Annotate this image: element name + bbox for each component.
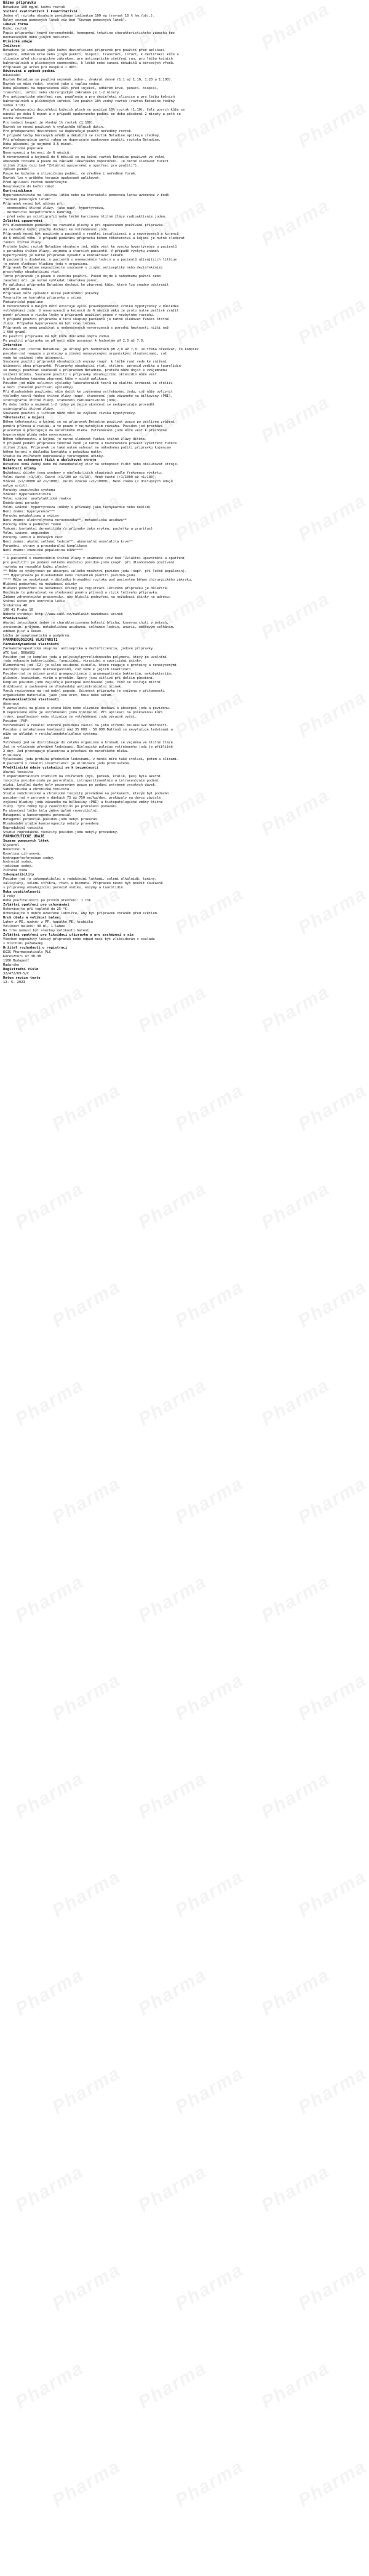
watermark-text	[299, 1874, 366, 1915]
paragraph: 3 roky Doba použitelnosti po prvním otevření: 1 rok	[3, 895, 91, 903]
watermark-text	[53, 2070, 120, 2112]
watermark-text	[262, 1186, 329, 1227]
watermark-text	[16, 1775, 83, 1817]
watermark-text	[53, 2267, 120, 2308]
section-heading: Zvláštní opatření pro uchovávání	[3, 903, 69, 907]
watermark-text	[176, 2070, 243, 2112]
watermark-text	[16, 1579, 83, 1620]
watermark-text	[176, 1284, 243, 1325]
paragraph: EGIS Pharmaceuticals PLC Keresztúri út 30-38 1106 Budapešť Maďarsko	[3, 950, 51, 967]
watermark-text	[299, 2464, 366, 2505]
watermark-text	[299, 2070, 366, 2112]
watermark-text	[139, 2365, 206, 2406]
watermark-text	[139, 2169, 206, 2210]
watermark-text	[16, 1382, 83, 1423]
paragraph: Jod Vstřebaný jod se distribuuje do celého organismu a hromadí se zejména ve štítné žláze. Jod je vylučován převážně ledvinami. Biologický poločas vstřebaného jodu je přibližně 2 dny. Jod prostupuje placentou a přechází do mateřského mléka.	[3, 736, 175, 753]
section-heading: Registrační číslo	[3, 967, 39, 971]
watermark-text	[16, 2169, 83, 2210]
paragraph: Eliminace Vylučování jodu probíhá především ledvinami, v menší míře také stolicí, potem a slinami. U pacientů s renální insuficiencí je eliminace jodu prodloužena.	[3, 753, 179, 766]
paragraph: Jeden ml roztoku obsahuje povidonum iodinatum 100 mg (rovnat 10 % hm./obj.). Úplný seznam pomocných látek viz bod "Seznam pomocných látek".	[3, 14, 155, 22]
watermark-text	[139, 1972, 206, 2013]
watermark-text	[262, 1579, 329, 1620]
watermark-text	[53, 1284, 120, 1325]
paragraph: Poruchy imunitního systému Vzácné: hypersenzitivita Velmi vzácné: anafylaktická reakce	[3, 488, 71, 501]
section-heading: Léková forma	[3, 22, 28, 26]
watermark-text	[299, 1677, 366, 1718]
paragraph: Hlášení podezření na nežádoucí účinky Hlášení podezření na nežádoucí účinky po registraci léčivého přípravku je důležité. Umožňuje to pokračovat ve sledování poměru přínosů a rizik léčivého přípravku. Žádáme zdravotnické pracovníky, aby hlásili podezření na nežádoucí účinky na adresu:	[3, 582, 171, 600]
paragraph: Povidon-jod (roztok Betadine) je účinný při hodnotách pH 2,0 až 7,0. Je třeba očekávat, že komplex povidon-jod reaguje s proteiny a jinými nenasycenými organickými sloučeninami, což vede ke snížení jeho účinnosti. Současné použití přípravků obsahujících enzymy (např. k léčbě ran) vede ke snížení účinnosti obou přípravků. Přípravky obsahující rtuť, stříbro, peroxid vodíku a taurolidin se nemají používat současně s přípravkem Betadine, protože může dojít k vzájemnému snížení účinku. Současné použití s přípravky obsahujícími oktenidin může vést k přechodnému tmavému zbarvení kůže v místě aplikace. Povidon-jod může ovlivnit výsledky laboratorních testů na okultní krvácení ve stolici a moči (falešně pozitivní výsledky). Při dlouhodobém používání může dojít ke zvýšenému vstřebávání jodu, což může ovlivnit výsledky testů funkce štítné žlázy (např. stanovení jodu vázaného na bílkoviny (PBI), scintigrafie štítné žlázy, stanovení radioaktivního jodu). Po dobu léčby a nejméně 1-2 týdny po jejím ukončení se nedoporučuje provádět scintigrafii štítné žlázy. Současné použití s lithiem může vést ke zvýšení rizika hypotyreózy.	[3, 347, 199, 415]
section-heading: Kontraindikace	[3, 189, 33, 194]
watermark-text	[53, 1481, 120, 1522]
watermark-text	[53, 1677, 120, 1718]
section-heading: Účinky na schopnost řídit a obsluhovat stroje	[3, 458, 97, 463]
section-heading: Datum revize textu	[3, 976, 41, 980]
document-page	[0, 0, 369, 989]
paragraph: Uchovávejte při teplotě do 25 °C. Uchovávejte v dobře uzavřené lahvičce, aby byl přípravek chráněn před světlem.	[3, 907, 159, 916]
watermark-text	[299, 2267, 366, 2308]
section-heading: Interakce	[3, 343, 22, 347]
watermark-text	[16, 989, 83, 1030]
watermark-text	[139, 1186, 206, 1227]
watermark-text	[16, 1972, 83, 2013]
paragraph: Během těhotenství a kojení se má přípravek Betadine používat pouze po pečlivém zvážení poměru přínosu a rizika, a to pouze v nejnutnějším rozsahu. Povidon-jod prochází placentou a přestupuje do mateřského mléka. Vstřebávání jodu může vést k přechodné hypotyreóze plodu nebo novorozence. Během těhotenství a kojení je nutné sledovat funkci štítné žlázy dítěte. V případě podání přípravku těhotné ženě je nutné u novorozence provést vyšetření funkce štítné žlázy. Přípravek je také nutné vyhnout se náhodnému požití přípravku kojencem během kojení v důsledku kontaktu s pokožkou matky. Studie na zvířatech neprokázaly teratogenní účinky.	[3, 420, 177, 458]
watermark-text	[139, 989, 206, 1030]
paragraph: Všechen nepoužitý léčivý přípravek nebo odpad musí být zlikvidován v souladu s místními požadavky.	[3, 937, 155, 945]
paragraph: Betadine nemá žádný nebo má zanedbatelný vliv na schopnost řídit nebo obsluhovat stroje.	[3, 463, 179, 467]
section-heading: Předávkování	[3, 616, 28, 621]
paragraph: Farmakoterapeutická skupina: antiseptika a dezinficiencia, jodové přípravky ATC kód: D08AG02 Povidon-jod je komplex jodu a polyvinylpyrrolidonového polymeru, který po uvolnění jodu vykazuje baktericidní, fungicidní, virucidní a sporicidní účinky. Elementární jod (I2) je silné oxidační činidlo, které reaguje s proteiny a nenasycenými mastnými kyselinami mikroorganismů, což vede k jejich inaktivaci. Povidon-jod je účinný proti grampozitivním i gramnegativním bakteriím, mykobakteriím, plísním, kvasinkám, virům a prvokům. Spory jsou citlivé při delším působení. Komplex povidon-jodu zajišťuje postupné uvolňování jodu, čímž se snižuje místní dráždivost a zachovává se dlouhodobý antimikrobiální účinek. Vznik rezistence na jod nebyl popsán. Účinnost přípravku je snížena v přítomnosti organického materiálu, jako jsou krev, hnis nebo sérum.	[3, 646, 177, 698]
paragraph: Pediatrická populace Novorozenci a kojenci do 6 měsíců: U novorozenců a kojenců do 6 měsíců se má kožní roztok Betadine používat ve velmi omezeném rozsahu a pouze na základě lékařského doporučení. Je nutné sledovat funkci štítné žlázy (viz bod "Zvláštní upozornění a opatření pro použití").	[3, 146, 169, 168]
section-heading: Těhotenství a kojení	[3, 415, 45, 420]
watermark-text	[53, 2464, 120, 2505]
watermark-text	[262, 989, 329, 1030]
section-heading: FARMACEUTICKÉ ÚDAJE	[3, 834, 45, 839]
section-heading: Zvláštní upozornění	[3, 219, 42, 223]
watermark-text	[16, 1186, 83, 1227]
paragraph: Mutagenní a kancerogenní potenciál Mutagenní potenciál povidon-jodu nebyl prokázán. Dlouhodobé studie kancerogenity nebyly provedeny.	[3, 813, 101, 826]
paragraph: Lahev z PE, uzávěr z PP, kapátko PE, krabička Velikost balení: 30 ml, 1 lahev Na trhu nemusí být všechny velikosti balení.	[3, 920, 93, 933]
watermark-text	[176, 2267, 243, 2308]
section-heading: Předklinické údaje vztahující se k bezpečnosti	[3, 766, 98, 770]
paragraph: Dávkování Roztok Betadine se používá nejméně jedno-, dvakrát denně (1:1 až 1:10, 1:20 a 1:100). Roztok se může ředit, stejně jako i teplou vodou. Doba působení na neporušenou kůži před injekcí, odběrem krve, punkcí, biopsií, transfúzí, infúzí nebo chirurgickým zákrokem je 1-2 minuty. Pro antiseptické ošetření ran, popálenin a pro dezinfekci sliznice a pro léčbu kožních bakteriálních a plísňových infekcí lze použít 10% vodný roztok (roztok Betadine ředěný vodou 1:10). Pro předoperační dezinfekci kožních ploch se používá 10% roztok (1:10). Celý povrch kůže se nanáší po dobu 5 minut a v případě opakovaného podání se doba působení 2 minuty a poté se nechá zaschnout. Pro sedací koupel je vhodný 1% roztok (1:100). Roztok se nesmí používat k výplachům tělních dutin. Pro předoperační dezinfekci se doporučuje použít neředěný roztok. V případě léčby bércových vředů a dekubitů se roztok Betadine aplikuje zředěný. Při předoperačním umytí rukou se doporučuje opakované použití roztoku Betadine. Doba působení je nejméně 3-5 minut.	[3, 74, 185, 146]
watermark-text	[262, 1775, 329, 1817]
paragraph: Poranění, otravy a procedurální komplikace Není známo: chemická popálenina kůže****	[3, 544, 87, 552]
watermark-text	[139, 1579, 206, 1620]
paragraph: Akutní intoxikace jodem je charakterizována bolestí břicha, kovovou chutí v ústech, zvracením, průjmem, metabolickou acidózou, selháním ledvin, anurií, oběhovým selháním, edémem plic a šokem. Léčba je symptomatická a podpůrná.	[3, 621, 175, 638]
watermark-text	[262, 2169, 329, 2210]
watermark-text	[176, 1481, 243, 1522]
watermark-text	[262, 2365, 329, 2406]
watermark-text	[262, 1382, 329, 1423]
watermark-text	[176, 1677, 243, 1718]
watermark-text	[262, 1972, 329, 2013]
section-heading: Zvláštní opatření pro likvidaci přípravku a pro zacházení s ním	[3, 933, 134, 937]
watermark-text	[299, 1481, 366, 1522]
watermark-text	[176, 2464, 243, 2505]
section-heading: Nežádoucí účinky	[3, 467, 36, 471]
watermark-text	[176, 1087, 243, 1129]
watermark-text	[299, 1087, 366, 1129]
paragraph: Státní ústav pro kontrolu léčiv Šrobárova 48 100 41 Praha 10 Webové stránky: http://www.sukl.cz/nahlasit-nezadouci-ucinek	[3, 600, 123, 616]
paragraph: Absorpce V závislosti na ploše a stavu kůže nebo sliznice dochází k absorpci jodu a povidonu. U neporušené kůže je vstřebávání jodu minimální. Při aplikaci na poškozenou kůži (rány, popáleniny) nebo sliznice je vstřebávání jodu výrazně vyšší. Povidon (PVP) Vstřebávání a renální exkrece povidonu závisí na jeho střední molekulové hmotnosti. Povidon s molekulovou hmotností nad 35 000 - 50 000 Daltonů se nevylučuje ledvinami a může se ukládat v retikuloendoteliálním systému.	[3, 702, 173, 736]
paragraph: Nežádoucí účinky jsou uvedeny v následujících skupinách podle frekvence výskytu: Velmi časté (>1/10), Časté (>1/100 až <1/10), Méně časté (>1/1000 až <1/100), Vzácné (>1/10000 až <1/1000), Velmi vzácné (<1/10000), Není známo (z dostupných údajů nelze určit).	[3, 471, 173, 488]
paragraph: Reprodukční toxicita Studie reprodukční toxicity povidon-jodu nebyly provedeny.	[3, 826, 119, 834]
document-body	[3, 1, 367, 984]
section-heading: Seznam pomocných látek	[3, 839, 49, 843]
watermark-text	[16, 2365, 83, 2406]
section-heading: Držitel rozhodnutí o registraci	[3, 945, 68, 950]
section-heading: Indikace	[3, 44, 20, 48]
paragraph: Poruchy kůže a podkožní tkáně Vzácné: kontaktní dermatitida (s příznaky jako erytém, puchýřky a pruritus) Velmi vzácné: angioedém	[3, 522, 153, 535]
section-heading: Název přípravku	[3, 1, 36, 5]
paragraph: Poruchy metabolismu a výživy Není známo: elektrolytová nerovnováha**, metabolická acidóza**	[3, 514, 127, 522]
paragraph: Betadine 100 mg/ml kožní roztok	[3, 6, 65, 9]
watermark-text	[139, 1382, 206, 1423]
paragraph: 32/472/69-S/C	[3, 971, 30, 976]
section-heading: Farmakodynamické vlastnosti	[3, 642, 59, 646]
paragraph: Glycerol Nonoxinol 9 Kyselina citronová, hydrogenfosforečnan sodný, hydroxid sodný, jodičnan sodný, čištěná voda	[3, 843, 55, 873]
paragraph: 12. 5. 2023	[3, 980, 25, 984]
paragraph: Při dlouhodobém podávání na rozsáhlé plochy a při opakovaném používání přípravku na rozsáhlé kožní plochy dochází ke vstřebávání jodu. Přípravek nesmí být používán u pacientů s renální insuficiencí a u novorozenců a kojenců do 6 měsíců věku. V případě podávání přípravku během těhotenství a kojení je nutné sledovat funkci štítné žlázy. Protože kožní roztok Betadine obsahuje jod, může vést ke vzniku hypertyreózy u pacientů s poruchou štítné žlázy, zejména u starších pacientů. V případě výskytu známek hypertyreózy je nutné přípravek vysadit a kontaktovat lékaře. U pacientů s diabetem, u pacientů s onemocněním ledvin a u pacientů užívajících lithium je nutné sledovat hladinu jodu v organismu. Přípravek Betadine nepoužívejte současně s jinými antiseptiky nebo dezinfekčními prostředky obsahujícími rtuť. Tento přípravek je pouze k zevnímu použití. Pokud dojde k náhodnému požití nebo zasažení očí, je nutné vyhledat lékařskou pomoc. Po aplikaci přípravku Betadine dochází ke zbarvení kůže, které lze snadno odstranit mýdlem a vodou. Přípravek může způsobit mírné podráždění pokožky. Vyvarujte se kontaktu přípravku s očima.	[3, 223, 185, 300]
paragraph: Způsob podání Pouze ke kožnímu a slizničnímu podání, ve zředěné i neředěné formě. Roztok lze v průběhu terapie opakovaně aplikovat. Před aplikací roztok neohřívejte. Nevylévejte do kožní rány!	[3, 168, 137, 189]
paragraph: Pediatrická populace U novorozenců a malých dětí existuje vyšší pravděpodobnost vzniku hypotyreózy v důsledku vstřebávání jodu. U novorozenců a kojenců do 6 měsíců věku je proto nutné pečlivě zvážit poměr přínosu a rizika léčby a přípravek používat pouze v nezbytném rozsahu. V případě použití přípravku u této skupiny pacientů je nutné sledovat funkci štítné žlázy. Případná hypotyreóza má být včas léčena. Přípravek se nemá používat u nedonošených novorozenců s porodní hmotností nižší než 1 500 gramů. Po použití přípravku má být kůže důkladně omyta vodou. Po použití přípravku se pH moči může posunout k hodnotám pH 2,0 až 7,0.	[3, 300, 179, 343]
paragraph: Kožní roztok Popis přípravku: tmavě červenohnědá, homogenní tekutina charakteristického zápachu bez mechanických nebo jiných nečistot.	[3, 26, 175, 39]
watermark-text	[139, 1775, 206, 1817]
section-heading: Doba použitelnosti	[3, 890, 41, 895]
paragraph: Endokrinní poruchy Velmi vzácné: hypertyreóza (někdy s příznaky jako tachykardie nebo neklid) Není známo: hypotyreóza***	[3, 501, 151, 514]
section-heading: FARMAKOLOGICKÉ VLASTNOSTI	[3, 638, 58, 642]
watermark-text	[53, 1087, 120, 1129]
paragraph: Poruchy ledvin a močových cest Není známo: akutní selhání ledvin**, abnormální osmolalita krve**	[3, 535, 133, 544]
paragraph: Betadine je indikován jako kožní dezinficiens přípravek pro použití před aplikací injekce, odběrem krve nebo jiným punkcí, biopsií, transfúzí, infúzí, k dezinfekci kůže a sliznice před chirurgickým zákrokem, pro antiseptické ošetření ran, pro léčbu kožních bakteriálních a plísňových onemocnění, k léčbě nebo sanaci dekubitů a bércových vředů. Přípravek je určen pro dospělé i děti.	[3, 48, 179, 69]
section-heading: Složení kvalitativní i kvantitativní	[3, 9, 78, 14]
section-heading: Klinické údaje	[3, 39, 33, 44]
paragraph: Akutní toxicita V experimentálních studiích na zvířatech (myš, potkan, králík, pes) byla akutní toxicita povidon-jodu po perorálním, intraperitoneálním a intravenózním podání nízká. Letální dávky byly pozorovány pouze po podání extrémně vysokých dávek. Subchronická a chronická toxicita Studie subchronické a chronické toxicity prováděné na potkanech, kterým byl podáván povidon-jod v potravě v dávkách 75 až 750 mg/kg/den, prokázaly na dávce závislé zvýšení hladiny jodu vázaného na bílkoviny (PBI) a histopatologické změny štítné žlázy. Tyto změny byly reverzibilní po přerušení podávání. Po ukončení léčby byla změny úplně reverzibilní.	[3, 770, 169, 813]
paragraph: Povidon-jod je inkompatibilní s redukčními látkami, solemi alkaloidů, taniny, salicyláty, solemi stříbra, rtuti a bismutu. Přípravek nesmí být použit současně s přípravky obsahujícími peroxid vodíku, enzymy a taurolidin.	[3, 877, 163, 890]
section-heading: Druh obalu a velikost balení	[3, 916, 62, 920]
paragraph: ------------------- * U pacientů s onemocněním štítné žlázy v anamnéze (viz bod "Zvláštní upozornění a opatření pro použití") po podání velkého množství povidon-jodu (např. při dlouhodobém používání roztoku na rozsáhlé kožní plochy). ** Může se vyskytnout po absorpci velkého množství povidon-jodu (např. při léčbě popálenin). *** Hypotyreóza po dlouhodobém nebo rozsáhlém použití povidon-jodu. **** Může se vyskytnout v důsledku hromadění roztoku pod pacientem během chirurgického zákroku.	[3, 552, 193, 582]
section-heading: Farmakokinetické vlastnosti	[3, 698, 59, 702]
section-heading: Inkompatibility	[3, 873, 34, 877]
watermark-text	[176, 1874, 243, 1915]
paragraph: Hypersenzitivita na léčivou látku nebo na kteroukoli pomocnou látku uvedenou v bodě "Seznam pomocných látek". Přípravek nesmí být užíván při: - onemocnění štítné žlázy, jako např. hypertyreóza, - dermatitis herpetiformis Duhring, - před nebo po scintigrafii nebo léčbě karcinomu štítné žlázy radioaktivním jodem.	[3, 194, 169, 219]
watermark-text	[299, 1284, 366, 1325]
section-heading: Dávkování a způsob podání	[3, 69, 55, 74]
watermark-text	[53, 1874, 120, 1915]
